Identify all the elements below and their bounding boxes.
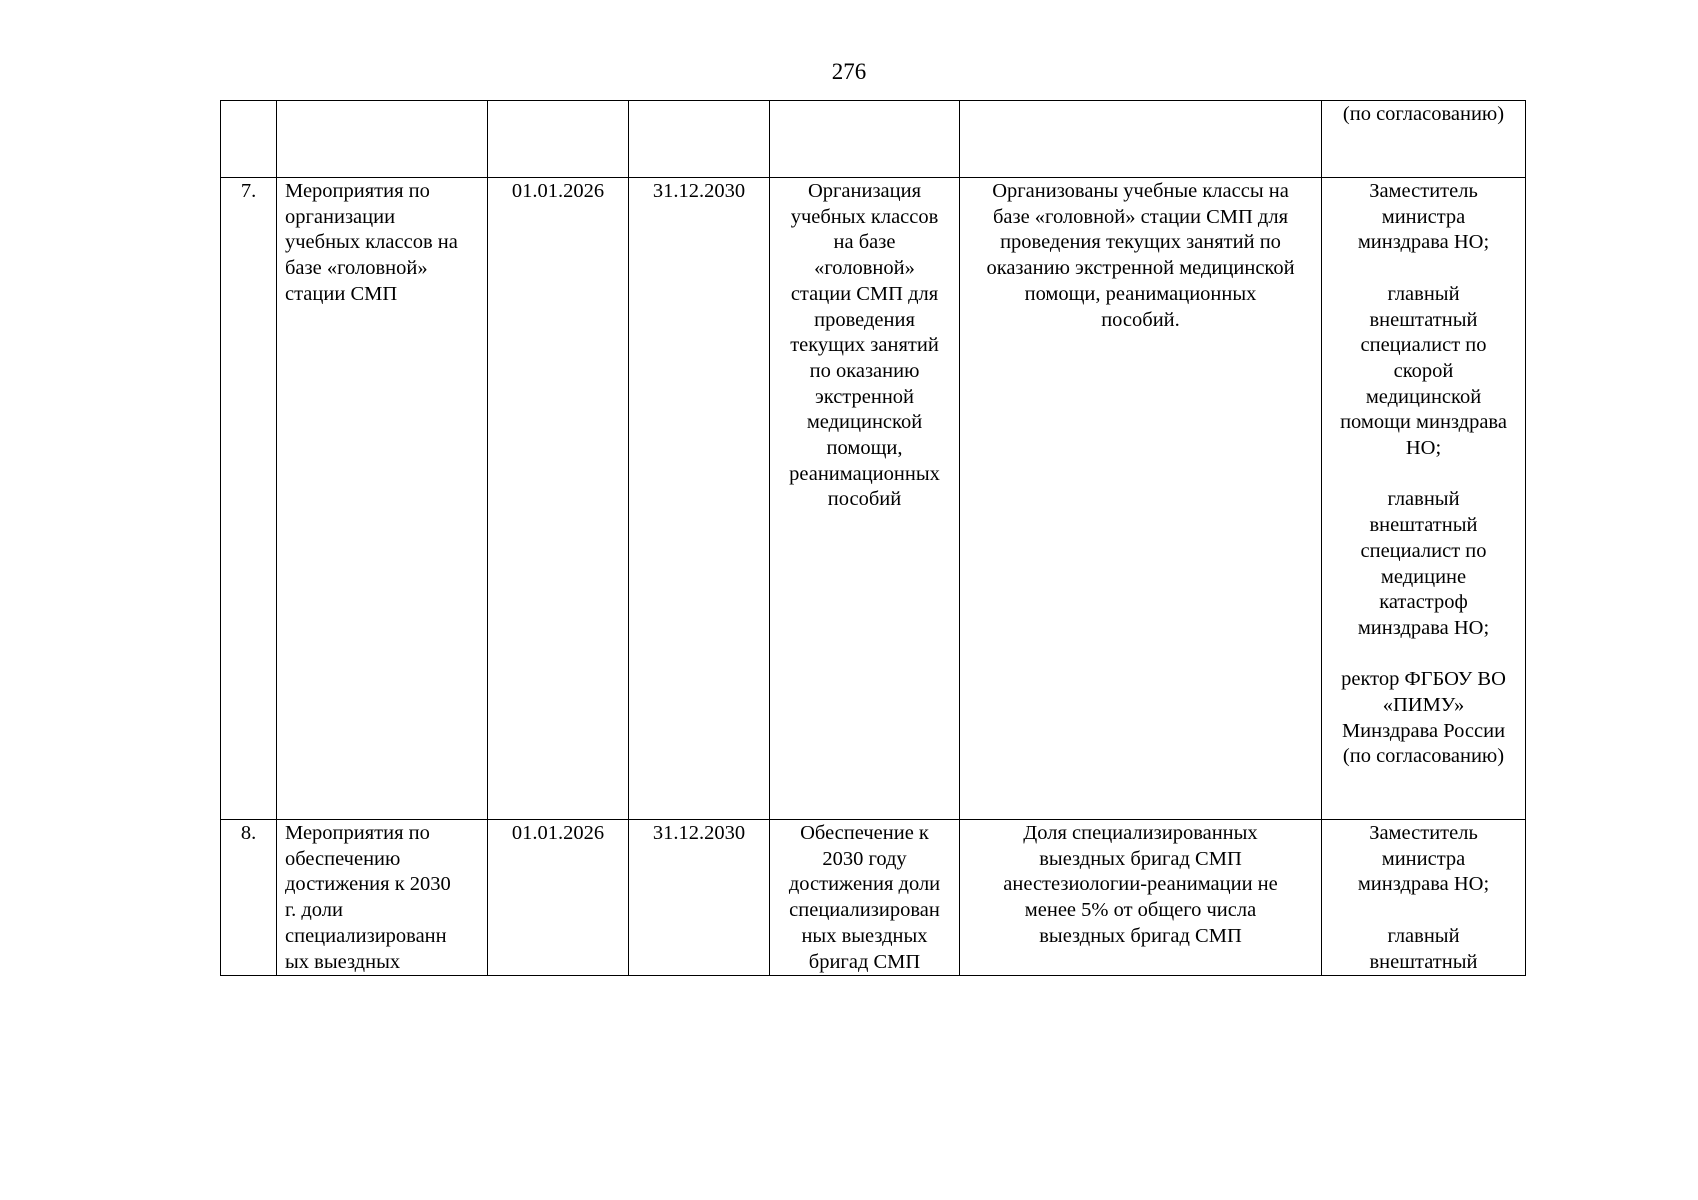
cell-line: НО;: [1405, 437, 1442, 460]
cell-line: менее 5% от общего числа: [1024, 899, 1257, 922]
cell-line: бригад СМП: [808, 950, 921, 973]
cell-line: главный: [1387, 488, 1460, 511]
paragraph-gap: [1330, 898, 1517, 924]
cell-line: специализированн: [285, 924, 447, 947]
cell-line: проведения: [814, 308, 915, 331]
cell-line: главный: [1387, 924, 1460, 947]
cell-line: министра: [1381, 205, 1466, 228]
result-cell: [960, 101, 1322, 178]
cell-line: медицине: [1380, 565, 1467, 588]
cell-line: ректор ФГБОУ ВО: [1341, 668, 1506, 691]
cell-line: стации СМП для: [790, 282, 939, 305]
row-number-cell: 7.: [221, 178, 277, 820]
cell-line: минздрава НО;: [1357, 873, 1490, 896]
cell-line: реанимационных: [789, 462, 940, 485]
cell-line: анестезиологии-реанимации не: [1003, 873, 1278, 896]
table-row: [221, 820, 1526, 976]
cell-line: пособий: [827, 488, 902, 511]
cell-line: минздрава НО;: [1357, 616, 1490, 639]
cell-line: «головной»: [814, 257, 915, 280]
cell-line: на базе: [833, 231, 896, 254]
cell-line: (по согласованию): [1342, 103, 1505, 125]
cell-line: медицинской: [806, 411, 923, 434]
cell-line: 2030 году: [822, 847, 907, 870]
end-date-cell: 31.12.2030: [629, 178, 770, 820]
event-cell: [277, 101, 488, 178]
start-date-cell: [488, 101, 629, 178]
table-row: [221, 178, 1526, 820]
paragraph-gap: [1330, 642, 1517, 668]
cell-line: организации: [285, 205, 396, 228]
row-number-cell: 8.: [221, 820, 277, 976]
cell-line: обеспечению: [285, 847, 401, 870]
cell-line: достижения доли: [788, 873, 941, 896]
cell-line: экстренной: [814, 385, 915, 408]
cell-line: Обеспечение к: [800, 822, 929, 844]
end-date-cell: [629, 101, 770, 178]
cell-line: внештатный: [1369, 514, 1478, 537]
paragraph-gap: [1330, 462, 1517, 488]
cell-line: базе «головной» стации СМП для: [992, 205, 1289, 228]
cell-line: катастроф: [1379, 591, 1468, 614]
cell-line: Организованы учебные классы на: [992, 180, 1289, 202]
row-number-cell: [221, 101, 277, 178]
cell-line: Заместитель: [1369, 180, 1478, 202]
cell-line: помощи,: [826, 437, 903, 460]
cell-line: Мероприятия по: [285, 180, 430, 202]
cell-line: помощи, реанимационных: [1024, 282, 1257, 305]
cell-line: внештатный: [1369, 950, 1478, 973]
responsible-cell: [1322, 820, 1526, 976]
task-cell: [770, 820, 960, 976]
cell-line: выездных бригад СМП: [1039, 924, 1242, 947]
cell-line: учебных классов на: [285, 231, 458, 254]
result-cell: [960, 178, 1322, 820]
cell-line: ных выездных: [801, 924, 928, 947]
cell-line: внештатный: [1369, 308, 1478, 331]
cell-line: специализирован: [789, 899, 940, 922]
cell-line: базе «головной»: [285, 257, 428, 280]
cell-line: Организация: [807, 180, 922, 202]
cell-line: главный: [1387, 282, 1460, 305]
cell-line: Минздрава России: [1341, 719, 1506, 742]
cell-line: специалист по: [1360, 539, 1487, 562]
page-number: 276: [831, 59, 867, 84]
cell-line: ых выездных: [285, 950, 401, 973]
cell-line: (по согласованию): [1342, 745, 1505, 768]
cell-line: «ПИМУ»: [1382, 694, 1465, 717]
cell-line: оказанию экстренной медицинской: [986, 257, 1295, 280]
cell-line: достижения к 2030: [285, 873, 451, 896]
cell-line: специалист по: [1360, 334, 1487, 357]
cell-line: выездных бригад СМП: [1039, 847, 1242, 870]
activities-table: [220, 100, 1526, 976]
cell-line: текущих занятий: [790, 334, 939, 357]
cell-line: проведения текущих занятий по: [1000, 231, 1281, 254]
cell-line: медицинской: [1365, 385, 1482, 408]
task-cell: [770, 178, 960, 820]
cell-line: Доля специализированных: [1023, 822, 1258, 844]
event-cell: [277, 178, 488, 820]
start-date-cell: 01.01.2026: [488, 820, 629, 976]
cell-line: стации СМП: [285, 282, 398, 305]
cell-line: по оказанию: [809, 359, 920, 382]
end-date-cell: 31.12.2030: [629, 820, 770, 976]
start-date-cell: 01.01.2026: [488, 178, 629, 820]
cell-line: пособий.: [1101, 308, 1180, 331]
paragraph-gap: [1330, 256, 1517, 282]
responsible-cell: [1322, 178, 1526, 820]
cell-line: Заместитель: [1369, 822, 1478, 844]
event-cell: [277, 820, 488, 976]
cell-line: министра: [1381, 847, 1466, 870]
table-row: [221, 101, 1526, 178]
cell-line: г. доли: [285, 899, 343, 922]
cell-line: Мероприятия по: [285, 822, 430, 844]
cell-line: скорой: [1393, 359, 1454, 382]
responsible-cell: [1322, 101, 1526, 178]
task-cell: [770, 101, 960, 178]
cell-line: минздрава НО;: [1357, 231, 1490, 254]
result-cell: [960, 820, 1322, 976]
cell-line: помощи минздрава: [1340, 411, 1507, 434]
cell-line: учебных классов: [790, 205, 939, 228]
